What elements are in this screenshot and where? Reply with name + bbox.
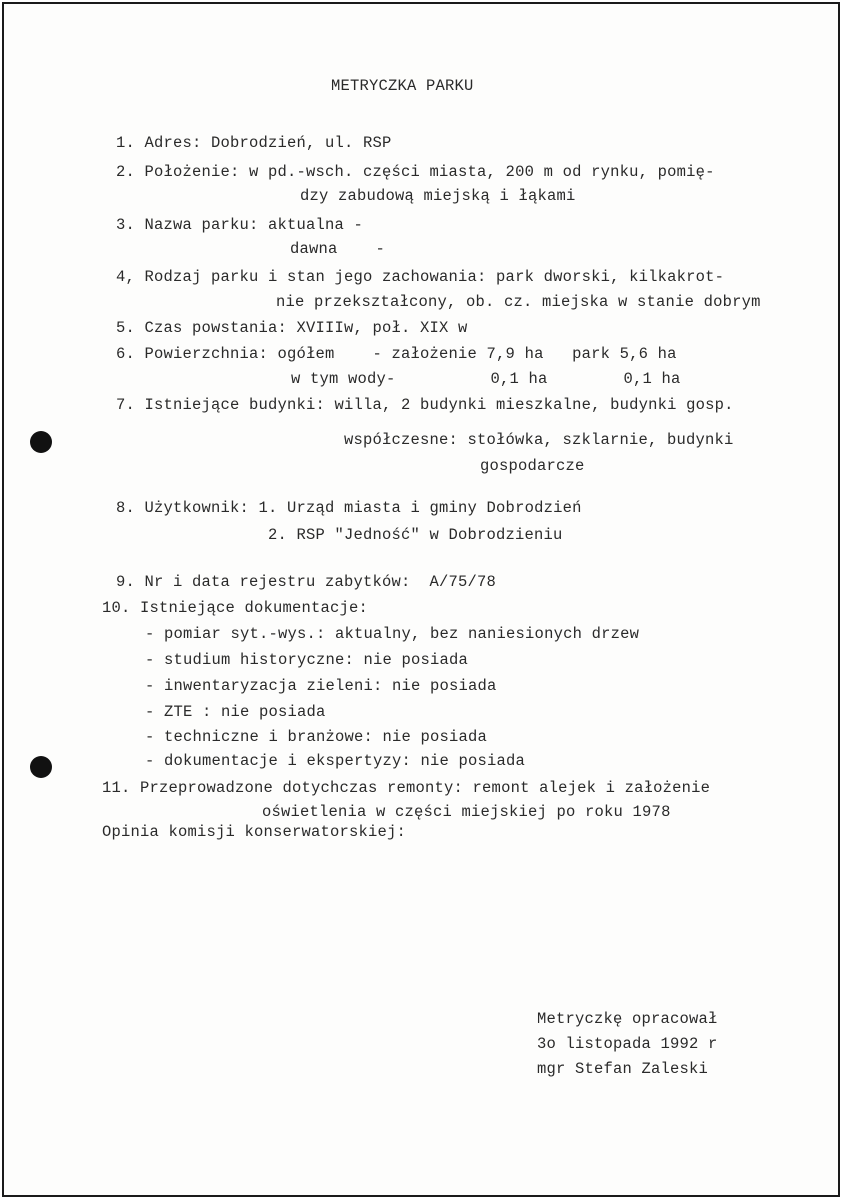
- item-czas: 5. Czas powstania: XVIIIw, poł. XIX w: [116, 319, 468, 337]
- item-powierzchnia-line1: 6. Powierzchnia: ogółem - założenie 7,9 ha park 5,6 ha: [116, 345, 677, 363]
- item-budynki-line3: gospodarcze: [480, 457, 585, 475]
- signature-line3: mgr Stefan Zaleski: [537, 1060, 709, 1078]
- item-nazwa-line2: dawna -: [290, 240, 386, 258]
- item-rejestr: 9. Nr i data rejestru zabytków: A/75/78: [116, 573, 497, 591]
- document-title: METRYCZKA PARKU: [331, 77, 474, 95]
- item-rodzaj-line1: 4, Rodzaj parku i stan jego zachowania: park dworski, kilkakrot-: [116, 268, 725, 286]
- item-remonty-line1: 11. Przeprowadzone dotychczas remonty: remont alejek i założenie: [102, 779, 711, 797]
- item-uzytkownik-line1: 8. Użytkownik: 1. Urząd miasta i gminy Dobrodzień: [116, 499, 582, 517]
- signature-line1: Metryczkę opracował: [537, 1010, 718, 1028]
- dok-techniczne: - techniczne i branżowe: nie posiada: [145, 728, 488, 746]
- dok-ekspertyzy: - dokumentacje i ekspertyzy: nie posiada: [145, 752, 526, 770]
- item-polozenie-line2: dzy zabudową miejską i łąkami: [300, 187, 576, 205]
- item-budynki-line1: 7. Istniejące budynki: willa, 2 budynki mieszkalne, budynki gosp.: [116, 396, 734, 414]
- punch-hole-bottom: [30, 756, 52, 778]
- item-polozenie-line1: 2. Położenie: w pd.-wsch. części miasta, 200 m od rynku, pomię-: [116, 163, 715, 181]
- dok-zte: - ZTE : nie posiada: [145, 703, 326, 721]
- signature-line2: 3o listopada 1992 r: [537, 1035, 718, 1053]
- dok-studium: - studium historyczne: nie posiada: [145, 651, 469, 669]
- item-remonty-line2: oświetlenia w części miejskiej po roku 1978: [262, 803, 671, 821]
- item-budynki-line2: współczesne: stołówka, szklarnie, budynki: [344, 431, 734, 449]
- item-adres: 1. Adres: Dobrodzień, ul. RSP: [116, 134, 392, 152]
- dok-pomiar: - pomiar syt.-wys.: aktualny, bez naniesionych drzew: [145, 625, 640, 643]
- dok-inwentaryzacja: - inwentaryzacja zieleni: nie posiada: [145, 677, 497, 695]
- item-powierzchnia-line2: w tym wody- 0,1 ha 0,1 ha: [291, 370, 681, 388]
- item-rodzaj-line2: nie przekształcony, ob. cz. miejska w stanie dobrym: [276, 293, 761, 311]
- item-opinia: Opinia komisji konserwatorskiej:: [102, 823, 407, 841]
- item-nazwa-line1: 3. Nazwa parku: aktualna -: [116, 216, 364, 234]
- item-dokumentacje: 10. Istniejące dokumentacje:: [102, 599, 369, 617]
- punch-hole-top: [30, 431, 52, 453]
- item-uzytkownik-line2: 2. RSP "Jedność" w Dobrodzieniu: [268, 526, 563, 544]
